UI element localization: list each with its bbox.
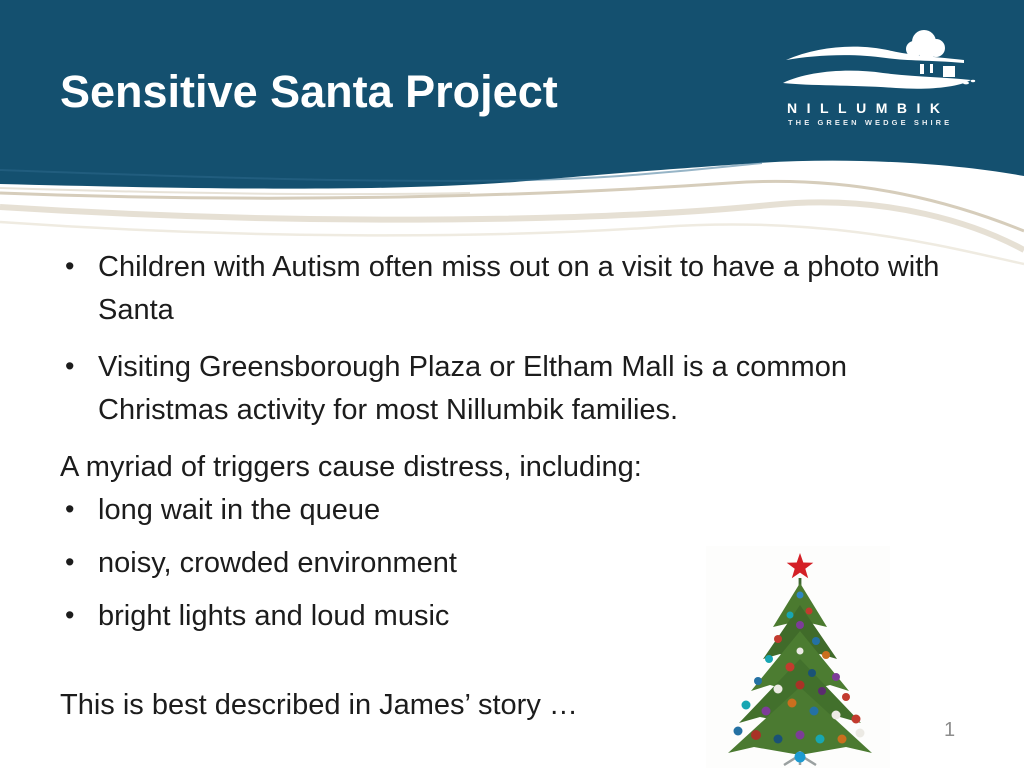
bullet-item: • bright lights and loud music	[60, 595, 972, 638]
bullet-item: • long wait in the queue	[60, 489, 972, 532]
nillumbik-logo	[778, 27, 978, 133]
logo-wordmark: NILLUMBIK	[787, 100, 950, 116]
christmas-tree-image	[706, 546, 890, 768]
star-icon	[787, 553, 814, 578]
bullet-item: • Visiting Greensborough Plaza or Eltham Mall is a common Christmas activity for most Nillumbik families.	[60, 346, 972, 432]
slide-title: Sensitive Santa Project	[60, 66, 558, 117]
bullet-item: • Children with Autism often miss out on a visit to have a photo with Santa	[60, 246, 972, 332]
top-bullet-list	[60, 246, 972, 432]
intro-line: A myriad of triggers cause distress, including:	[60, 451, 642, 483]
logo-tagline: THE GREEN WEDGE SHIRE	[788, 118, 953, 127]
page-number: 1	[944, 719, 956, 741]
closing-line: This is best described in James’ story …	[60, 689, 578, 721]
nillumbik-logo-icon	[778, 27, 978, 97]
bullet-item: • noisy, crowded environment	[60, 542, 972, 585]
